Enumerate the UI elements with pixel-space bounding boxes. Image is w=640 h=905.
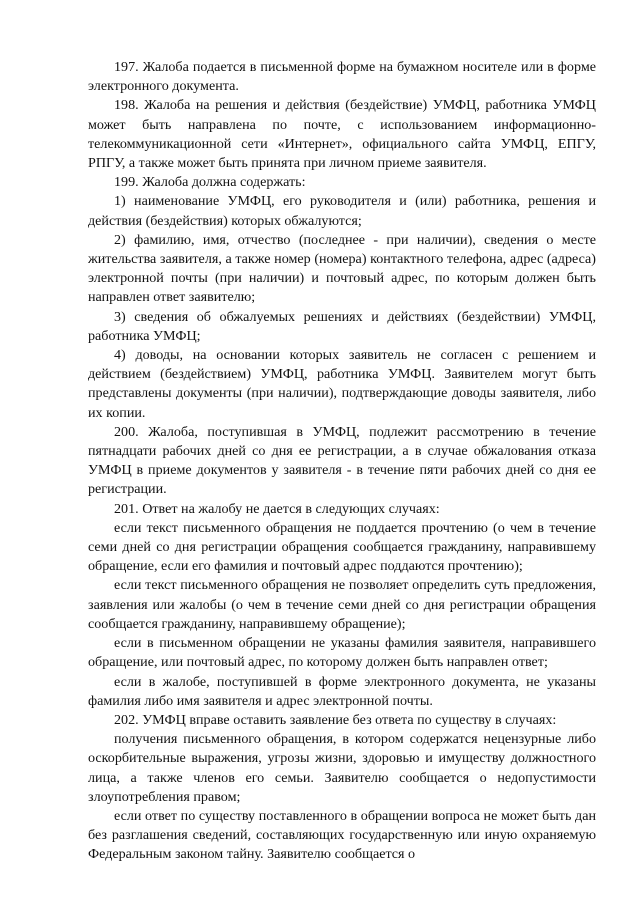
paragraph-200: 200. Жалоба, поступившая в УМФЦ, подлежит рассмотрению в течение пятнадцати рабочих дней со дня ее регистрации, а в случае обжалования отказа УМФЦ в приеме документов у заявителя - в течение пяти рабочих дней со дня ее регистрации.	[88, 423, 596, 498]
list-item-202-b: если ответ по существу поставленного в обращении вопроса не может быть дан без разглашения сведений, составляющих государственную или иную охраняемую Федеральным законом тайну. Заявителю сообщается о	[88, 807, 596, 863]
list-item-199-3: 3) сведения об обжалуемых решениях и действиях (бездействии) УМФЦ, работника УМФЦ;	[88, 308, 596, 344]
list-item-201-a: если текст письменного обращения не поддается прочтению (о чем в течение семи дней со дня регистрации обращения сообщается гражданину, направившему обращение, если его фамилия и почтовый адрес поддаются прочтению);	[88, 519, 596, 575]
document-body	[88, 58, 596, 865]
list-item-199-1: 1) наименование УМФЦ, его руководителя и (или) работника, решения и действия (бездействия) которых обжалуются;	[88, 193, 596, 229]
paragraph-202: 202. УМФЦ вправе оставить заявление без ответа по существу в случаях:	[114, 711, 557, 728]
list-item-201-b: если текст письменного обращения не позволяет определить суть предложения, заявления или жалобы (о чем в течение семи дней со дня регистрации обращения сообщается гражданину, направившему обращение);	[88, 577, 596, 632]
list-item-201-d: если в жалобе, поступившей в форме электронного документа, не указаны фамилия либо имя заявителя и адрес электронной почты.	[88, 673, 596, 709]
paragraph-198: 198. Жалоба на решения и действия (бездействие) УМФЦ, работника УМФЦ может быть направлена по почте, с использованием информационно-телекоммуникационной сети «Интернет», официального сайта УМФЦ, ЕПГУ, РПГУ, а также может быть принята при личном приеме заявителя.	[88, 97, 596, 172]
paragraph-201: 201. Ответ на жалобу не дается в следующих случаях:	[114, 500, 440, 517]
list-item-199-2: 2) фамилию, имя, отчество (последнее - при наличии), сведения о месте жительства заявителя, а также номер (номера) контактного телефона, адрес (адреса) электронной почты (при наличии) и почтовый адрес, по которым должен быть направлен ответ заявителю;	[88, 231, 596, 306]
paragraph-199: 199. Жалоба должна содержать:	[114, 174, 306, 191]
paragraph-197: 197. Жалоба подается в письменной форме на бумажном носителе или в форме электронного документа.	[88, 59, 596, 95]
list-item-202-a: получения письменного обращения, в котором содержатся нецензурные либо оскорбительные выражения, угрозы жизни, здоровью и имуществу должностного лица, а также членов его семьи. Заявителю сообщается о недопустимости злоупотребления правом;	[88, 731, 596, 805]
list-item-199-4: 4) доводы, на основании которых заявитель не согласен с решением и действием (бездействием) УМФЦ, работника УМФЦ. Заявителем могут быть представлены документы (при наличии), подтверждающие доводы заявителя, либо их копии.	[88, 347, 596, 421]
list-item-201-c: если в письменном обращении не указаны фамилия заявителя, направившего обращение, или почтовый адрес, по которому должен быть направлен ответ;	[88, 635, 596, 671]
